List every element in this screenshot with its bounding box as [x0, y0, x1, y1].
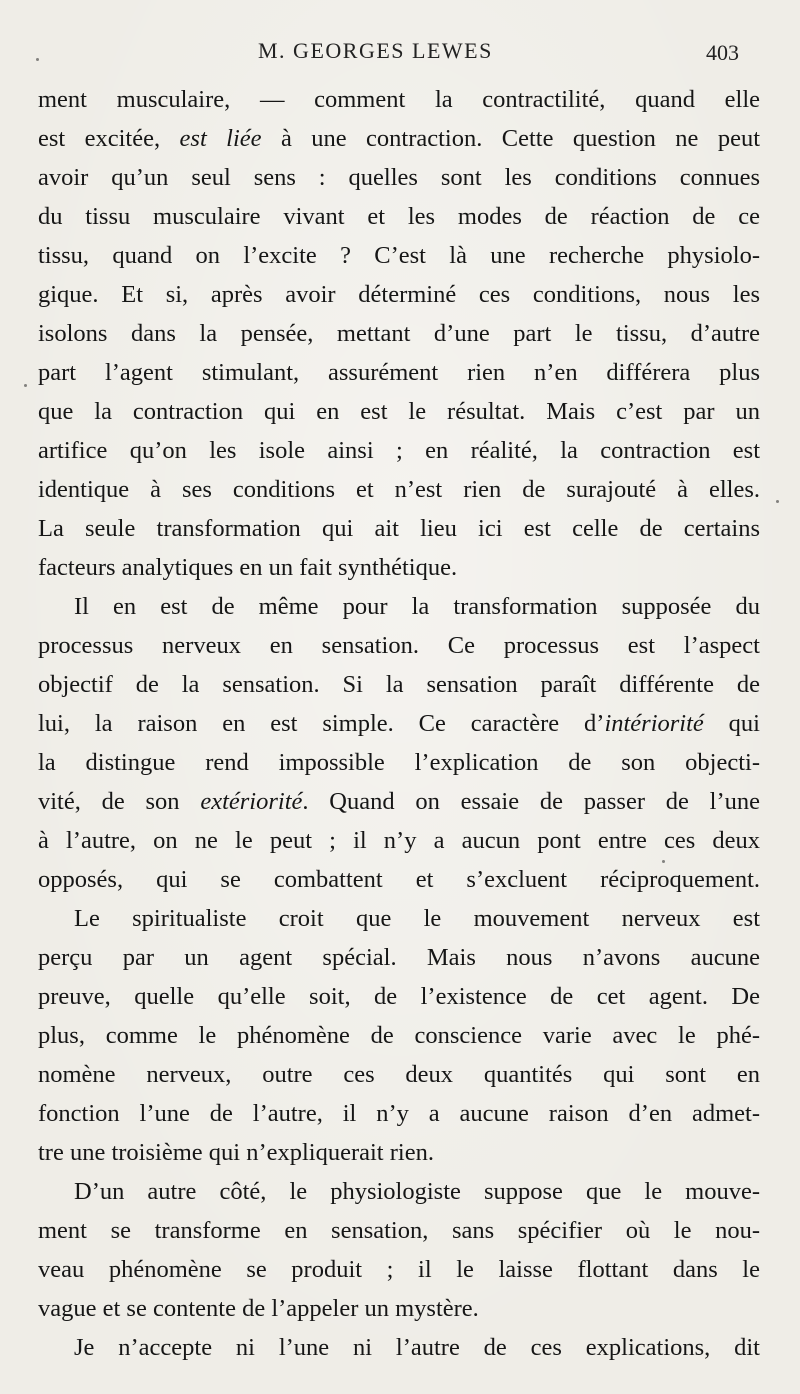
text-line: gique. Et si, après avoir déterminé ces conditions, nous les	[38, 281, 760, 308]
text-line: lui, la raison en est simple. Ce caractère d’intériorité qui	[38, 710, 760, 737]
text-line: La seule transformation qui ait lieu ici est celle de certains	[38, 515, 760, 542]
text-line: ment musculaire, — comment la contractilité, quand elle	[38, 86, 760, 113]
paper-speck	[776, 500, 779, 503]
text-line: artifice qu’on les isole ainsi ; en réalité, la contraction est	[38, 437, 760, 464]
text-line: ment se transforme en sensation, sans spécifier où le nou-	[38, 1217, 760, 1244]
paragraph-first-line: D’un autre côté, le physiologiste suppose que le mouve-	[74, 1178, 760, 1205]
text-line: la distingue rend impossible l’explication de son objecti-	[38, 749, 760, 776]
text-line: du tissu musculaire vivant et les modes de réaction de ce	[38, 203, 760, 230]
text-line: preuve, quelle qu’elle soit, de l’existence de cet agent. De	[38, 983, 760, 1010]
italic-phrase: est liée	[179, 125, 262, 152]
text-line: isolons dans la pensée, mettant d’une part le tissu, d’autre	[38, 320, 760, 347]
text-line: vague et se contente de l’appeler un mystère.	[38, 1295, 479, 1322]
paper-speck	[662, 860, 665, 863]
text-line: part l’agent stimulant, assurément rien n’en différera plus	[38, 359, 760, 386]
text-line: processus nerveux en sensation. Ce processus est l’aspect	[38, 632, 760, 659]
text-line: tissu, quand on l’excite ? C’est là une recherche physiolo-	[38, 242, 760, 269]
text-line: avoir qu’un seul sens : quelles sont les conditions connues	[38, 164, 760, 191]
text-line: fonction l’une de l’autre, il n’y a aucune raison d’en admet-	[38, 1100, 760, 1127]
text-line: veau phénomène se produit ; il le laisse flottant dans le	[38, 1256, 760, 1283]
paper-speck	[24, 384, 27, 387]
text-line: est excitée, est liée à une contraction. Cette question ne peut	[38, 125, 761, 152]
page-body	[38, 80, 760, 1367]
paragraph-first-line: Je n’accepte ni l’une ni l’autre de ces explications, dit	[74, 1334, 760, 1361]
text-line: à l’autre, on ne le peut ; il n’y a aucun pont entre ces deux	[38, 827, 760, 854]
page-number: 403	[706, 40, 739, 65]
italic-word: intériorité	[604, 710, 704, 737]
text-line: opposés, qui se combattent et s’excluent réciproquement.	[38, 866, 760, 893]
text-line: plus, comme le phénomène de conscience varie avec le phé-	[38, 1022, 760, 1049]
page-header	[0, 38, 800, 72]
text-line: que la contraction qui en est le résultat. Mais c’est par un	[38, 398, 760, 425]
text-line: nomène nerveux, outre ces deux quantités qui sont en	[38, 1061, 760, 1088]
text-line: identique à ses conditions et n’est rien de surajouté à elles.	[38, 476, 760, 503]
paragraph-first-line: Il en est de même pour la transformation supposée du	[74, 593, 760, 620]
running-title: M. GEORGES LEWES	[258, 38, 493, 63]
text-line: tre une troisième qui n’expliquerait rien.	[38, 1139, 434, 1166]
text-line: facteurs analytiques en un fait synthétique.	[38, 554, 458, 581]
paragraph-first-line: Le spiritualiste croit que le mouvement nerveux est	[74, 905, 760, 932]
text-line: perçu par un agent spécial. Mais nous n’avons aucune	[38, 944, 760, 971]
text-line: vité, de son extériorité. Quand on essaie de passer de l’une	[38, 788, 760, 815]
paper-speck	[36, 58, 39, 61]
italic-word: extériorité	[200, 788, 303, 815]
text-line: objectif de la sensation. Si la sensation paraît différente de	[38, 671, 760, 698]
